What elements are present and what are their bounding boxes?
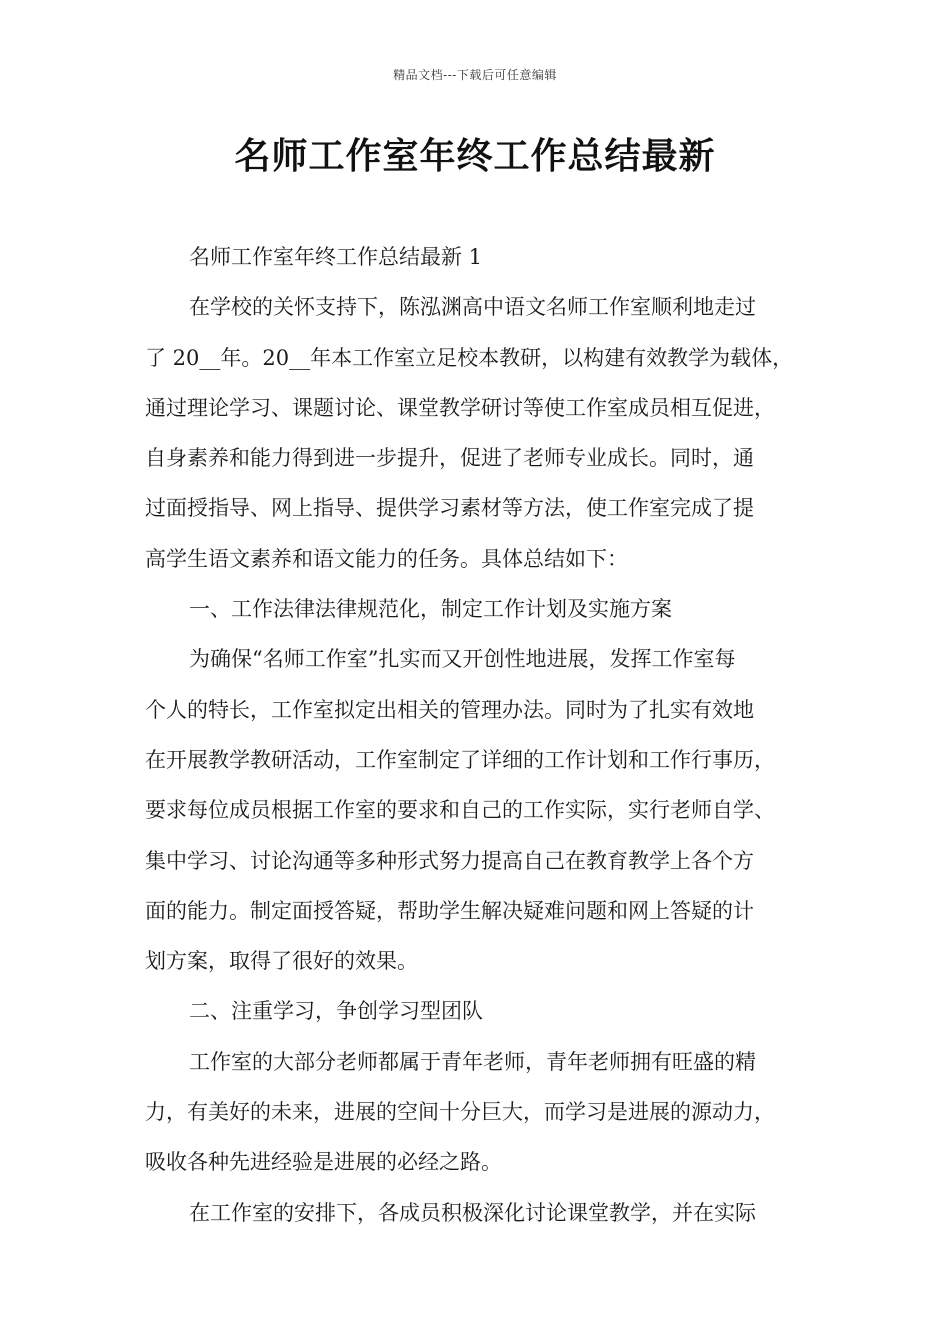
document-body [145,232,807,1238]
text-line: 力，有美好的未来，进展的空间十分巨大，而学习是进展的源动力， [145,1100,775,1125]
text-line: 了 20__年。20__年本工作室立足校本教研，以构建有效教学为载体， [145,345,794,370]
text-line: 吸收各种先进经验是进展的必经之路。 [145,1150,502,1175]
text-line: 自身素养和能力得到进一步提升，促进了老师专业成长。同时，通 [145,446,754,471]
text-line: 通过理论学习、课题讨论、课堂教学研讨等使工作室成员相互促进， [145,395,775,420]
text-line: 为确保“名师工作室”扎实而又开创性地进展，发挥工作室每 [189,647,736,672]
section-heading: 名师工作室年终工作总结最新 1 [189,245,483,269]
text-line: 集中学习、讨论沟通等多种形式努力提高自己在教育教学上各个方 [145,848,754,873]
header-note: 精品文档---下载后可任意编辑 [393,68,557,82]
text-line: 在工作室的安排下，各成员积极深化讨论课堂教学，并在实际 [189,1200,756,1225]
text-line: 高学生语文素养和语文能力的任务。具体总结如下： [145,546,628,571]
text-line: 要求每位成员根据工作室的要求和自己的工作实际，实行老师自学、 [145,798,775,823]
text-line: 在学校的关怀支持下，陈泓渊高中语文名师工作室顺利地走过 [189,295,756,320]
text-line: 工作室的大部分老师都属于青年老师，青年老师拥有旺盛的精 [189,1049,756,1074]
document-title: 名师工作室年终工作总结最新 [234,136,716,177]
text-line: 在开展教学教研活动，工作室制定了详细的工作计划和工作行事历， [145,747,775,772]
text-line: 面的能力。制定面授答疑，帮助学生解决疑难问题和网上答疑的计 [145,898,754,923]
text-line: 划方案，取得了很好的效果。 [145,949,418,974]
section-heading: 二、注重学习，争创学习型团队 [189,999,483,1024]
section-heading: 一、工作法律法律规范化，制定工作计划及实施方案 [189,597,672,622]
text-line: 过面授指导、网上指导、提供学习素材等方法，使工作室完成了提 [145,496,754,521]
text-line: 个人的特长，工作室拟定出相关的管理办法。同时为了扎实有效地 [145,697,754,722]
